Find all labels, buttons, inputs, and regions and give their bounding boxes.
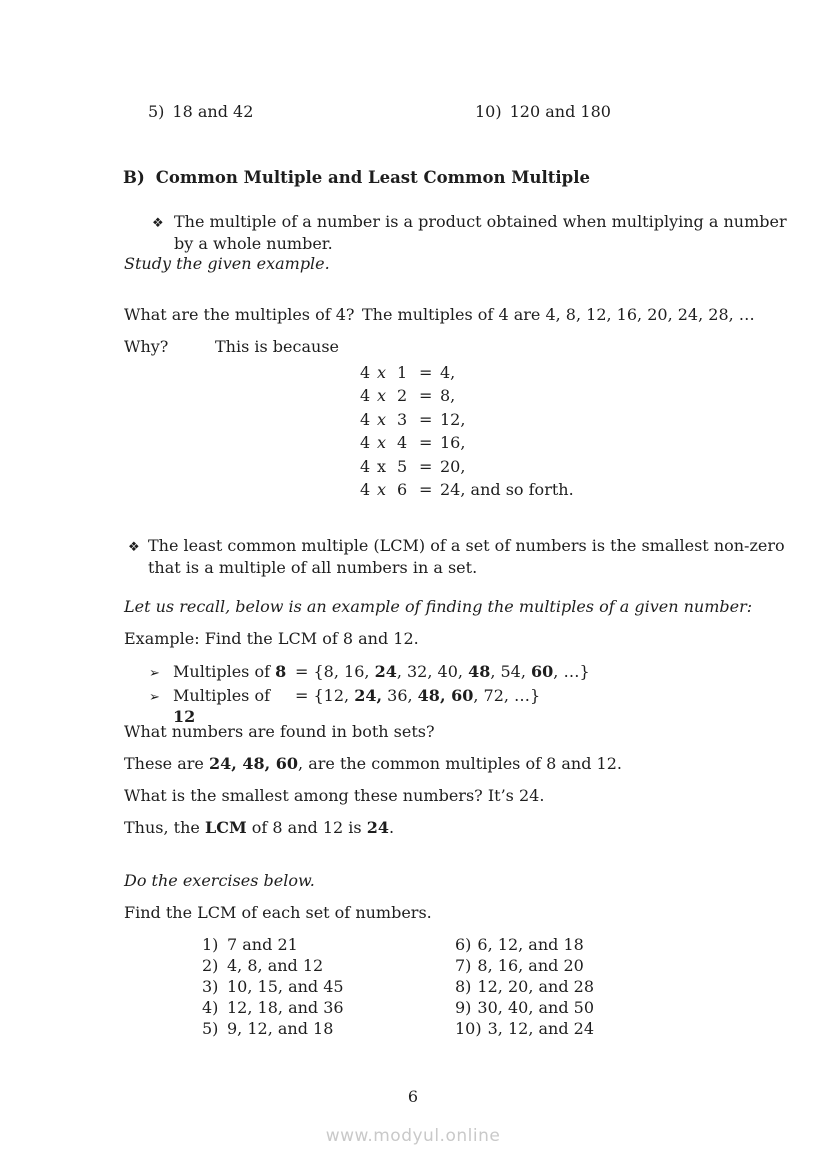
equals-sign: = — [419, 386, 433, 406]
example-heading: Example: Find the LCM of 8 and 12. — [124, 629, 419, 648]
exercise-number: 3) — [202, 977, 219, 996]
equals-sign: = — [419, 363, 433, 382]
exercise-number: 10) — [475, 102, 502, 121]
exercise-text: 3, 12, and 24 — [487, 1019, 595, 1038]
multiples-answer: The multiples of 4 are 4, 8, 12, 16, 20, 24, 28, … — [362, 305, 755, 324]
exercise-instruction: Find the LCM of each set of numbers. — [124, 903, 432, 922]
why-lead: This is because — [215, 337, 339, 356]
set-values: = {12, 24, 36, 48, 60, 72, …} — [295, 685, 541, 705]
exercise-number: 5) — [202, 1019, 219, 1038]
lcm-conclusion: Thus, the LCM of 8 and 12 is 24. — [124, 818, 395, 837]
multiply-sign: x — [377, 433, 387, 453]
math-line: 4 x 3 = 12, — [360, 408, 574, 431]
set-values: = {8, 16, 24, 32, 40, 48, 54, 60, …} — [295, 662, 590, 681]
smallest-question: What is the smallest among these numbers? It’s 24. — [124, 786, 545, 805]
exercise-number: 9) — [455, 998, 472, 1017]
recall-note: Let us recall, below is an example of finding the multiples of a given number: — [124, 597, 753, 616]
exercise-list-right — [455, 934, 594, 1039]
exercise-item — [202, 1018, 344, 1039]
exercise-number: 2) — [202, 956, 219, 975]
exercise-item — [202, 934, 344, 955]
bullet-definition-multiple — [152, 211, 787, 254]
exercise-item — [455, 997, 594, 1018]
exercise-number: 4) — [202, 998, 219, 1017]
exercise-item — [202, 976, 344, 997]
definition-line: that is a multiple of all numbers in a set. — [148, 557, 478, 577]
equals-sign: = — [419, 409, 433, 429]
exercise-item — [148, 102, 253, 121]
both-sets-question: What numbers are found in both sets? — [124, 722, 435, 741]
study-note: Study the given example. — [124, 254, 330, 273]
exercise-text: 12, 20, and 28 — [477, 977, 595, 996]
definition-text — [174, 211, 787, 254]
exercise-item — [455, 1018, 594, 1039]
section-title: Common Multiple and Least Common Multiple — [155, 168, 590, 187]
exercise-text: 9, 12, and 18 — [227, 1019, 334, 1038]
set-label: Multiples of 8 — [173, 662, 287, 681]
exercise-number: 6) — [455, 935, 472, 954]
math-line: 4 x 1 = 4, — [360, 361, 574, 384]
exercise-text: 120 and 180 — [509, 102, 611, 121]
multiply-sign: x — [377, 456, 387, 476]
exercise-number: 1) — [202, 935, 219, 954]
exercise-text: 4, 8, and 12 — [227, 956, 324, 975]
math-line: 4 x 4 = 16, — [360, 431, 574, 454]
bullet-definition-lcm — [128, 535, 785, 578]
exercise-item — [455, 976, 594, 997]
exercise-text: 10, 15, and 45 — [227, 977, 344, 996]
watermark: www.modyul.online — [325, 1126, 501, 1146]
definition-line: The least common multiple (LCM) of a set of numbers is the smallest non-zero — [148, 536, 785, 555]
multiples-sets-list — [149, 661, 590, 728]
exercise-text: 6, 12, and 18 — [477, 935, 584, 954]
multiply-sign: x — [377, 363, 387, 382]
math-line: 4 x 5 = 20, — [360, 455, 574, 478]
exercise-number: 10) — [455, 1019, 482, 1038]
definition-text — [148, 535, 785, 578]
set-label: Multiples of 12 — [173, 685, 271, 726]
exercise-list-left — [202, 934, 344, 1039]
exercise-item — [475, 102, 611, 121]
exercise-text: 12, 18, and 36 — [227, 998, 344, 1017]
exercise-number: 8) — [455, 977, 472, 996]
definition-line: The multiple of a number is a product obtained when multiplying a number — [174, 212, 787, 231]
exercise-item — [202, 955, 344, 976]
why-question: Why? — [124, 337, 169, 356]
multiples-question: What are the multiples of 4? — [124, 305, 355, 324]
exercise-number: 7) — [455, 956, 472, 975]
exercise-item — [455, 934, 594, 955]
multiply-sign: x — [377, 409, 387, 429]
diamond-bullet-icon: ❖ — [128, 540, 140, 555]
exercise-number: 5) — [148, 102, 165, 121]
multiplication-table — [360, 361, 574, 501]
section-label: B) — [123, 168, 145, 187]
exercise-text: 18 and 42 — [172, 102, 254, 121]
diamond-bullet-icon: ❖ — [152, 216, 164, 231]
do-exercises-note: Do the exercises below. — [124, 871, 315, 890]
exercise-item — [455, 955, 594, 976]
equals-sign: = — [419, 480, 433, 500]
arrow-bullet-icon: ➢ — [149, 689, 160, 705]
multiply-sign: x — [377, 480, 387, 500]
arrow-bullet-icon: ➢ — [149, 666, 160, 681]
math-line: 4 x 2 = 8, — [360, 384, 574, 407]
equals-sign: = — [419, 433, 433, 453]
math-line: 4 x 6 = 24, and so forth. — [360, 478, 574, 501]
exercise-item — [202, 997, 344, 1018]
exercise-text: 7 and 21 — [227, 935, 298, 954]
multiples-set-8 — [149, 661, 590, 685]
multiply-sign: x — [377, 386, 387, 406]
equals-sign: = — [419, 456, 433, 476]
definition-line: by a whole number. — [174, 233, 333, 253]
exercise-text: 30, 40, and 50 — [477, 998, 595, 1017]
section-heading — [123, 168, 590, 187]
exercise-text: 8, 16, and 20 — [477, 956, 584, 975]
common-multiples-statement: These are 24, 48, 60, are the common multiples of 8 and 12. — [124, 754, 622, 773]
page-number: 6 — [407, 1087, 419, 1106]
